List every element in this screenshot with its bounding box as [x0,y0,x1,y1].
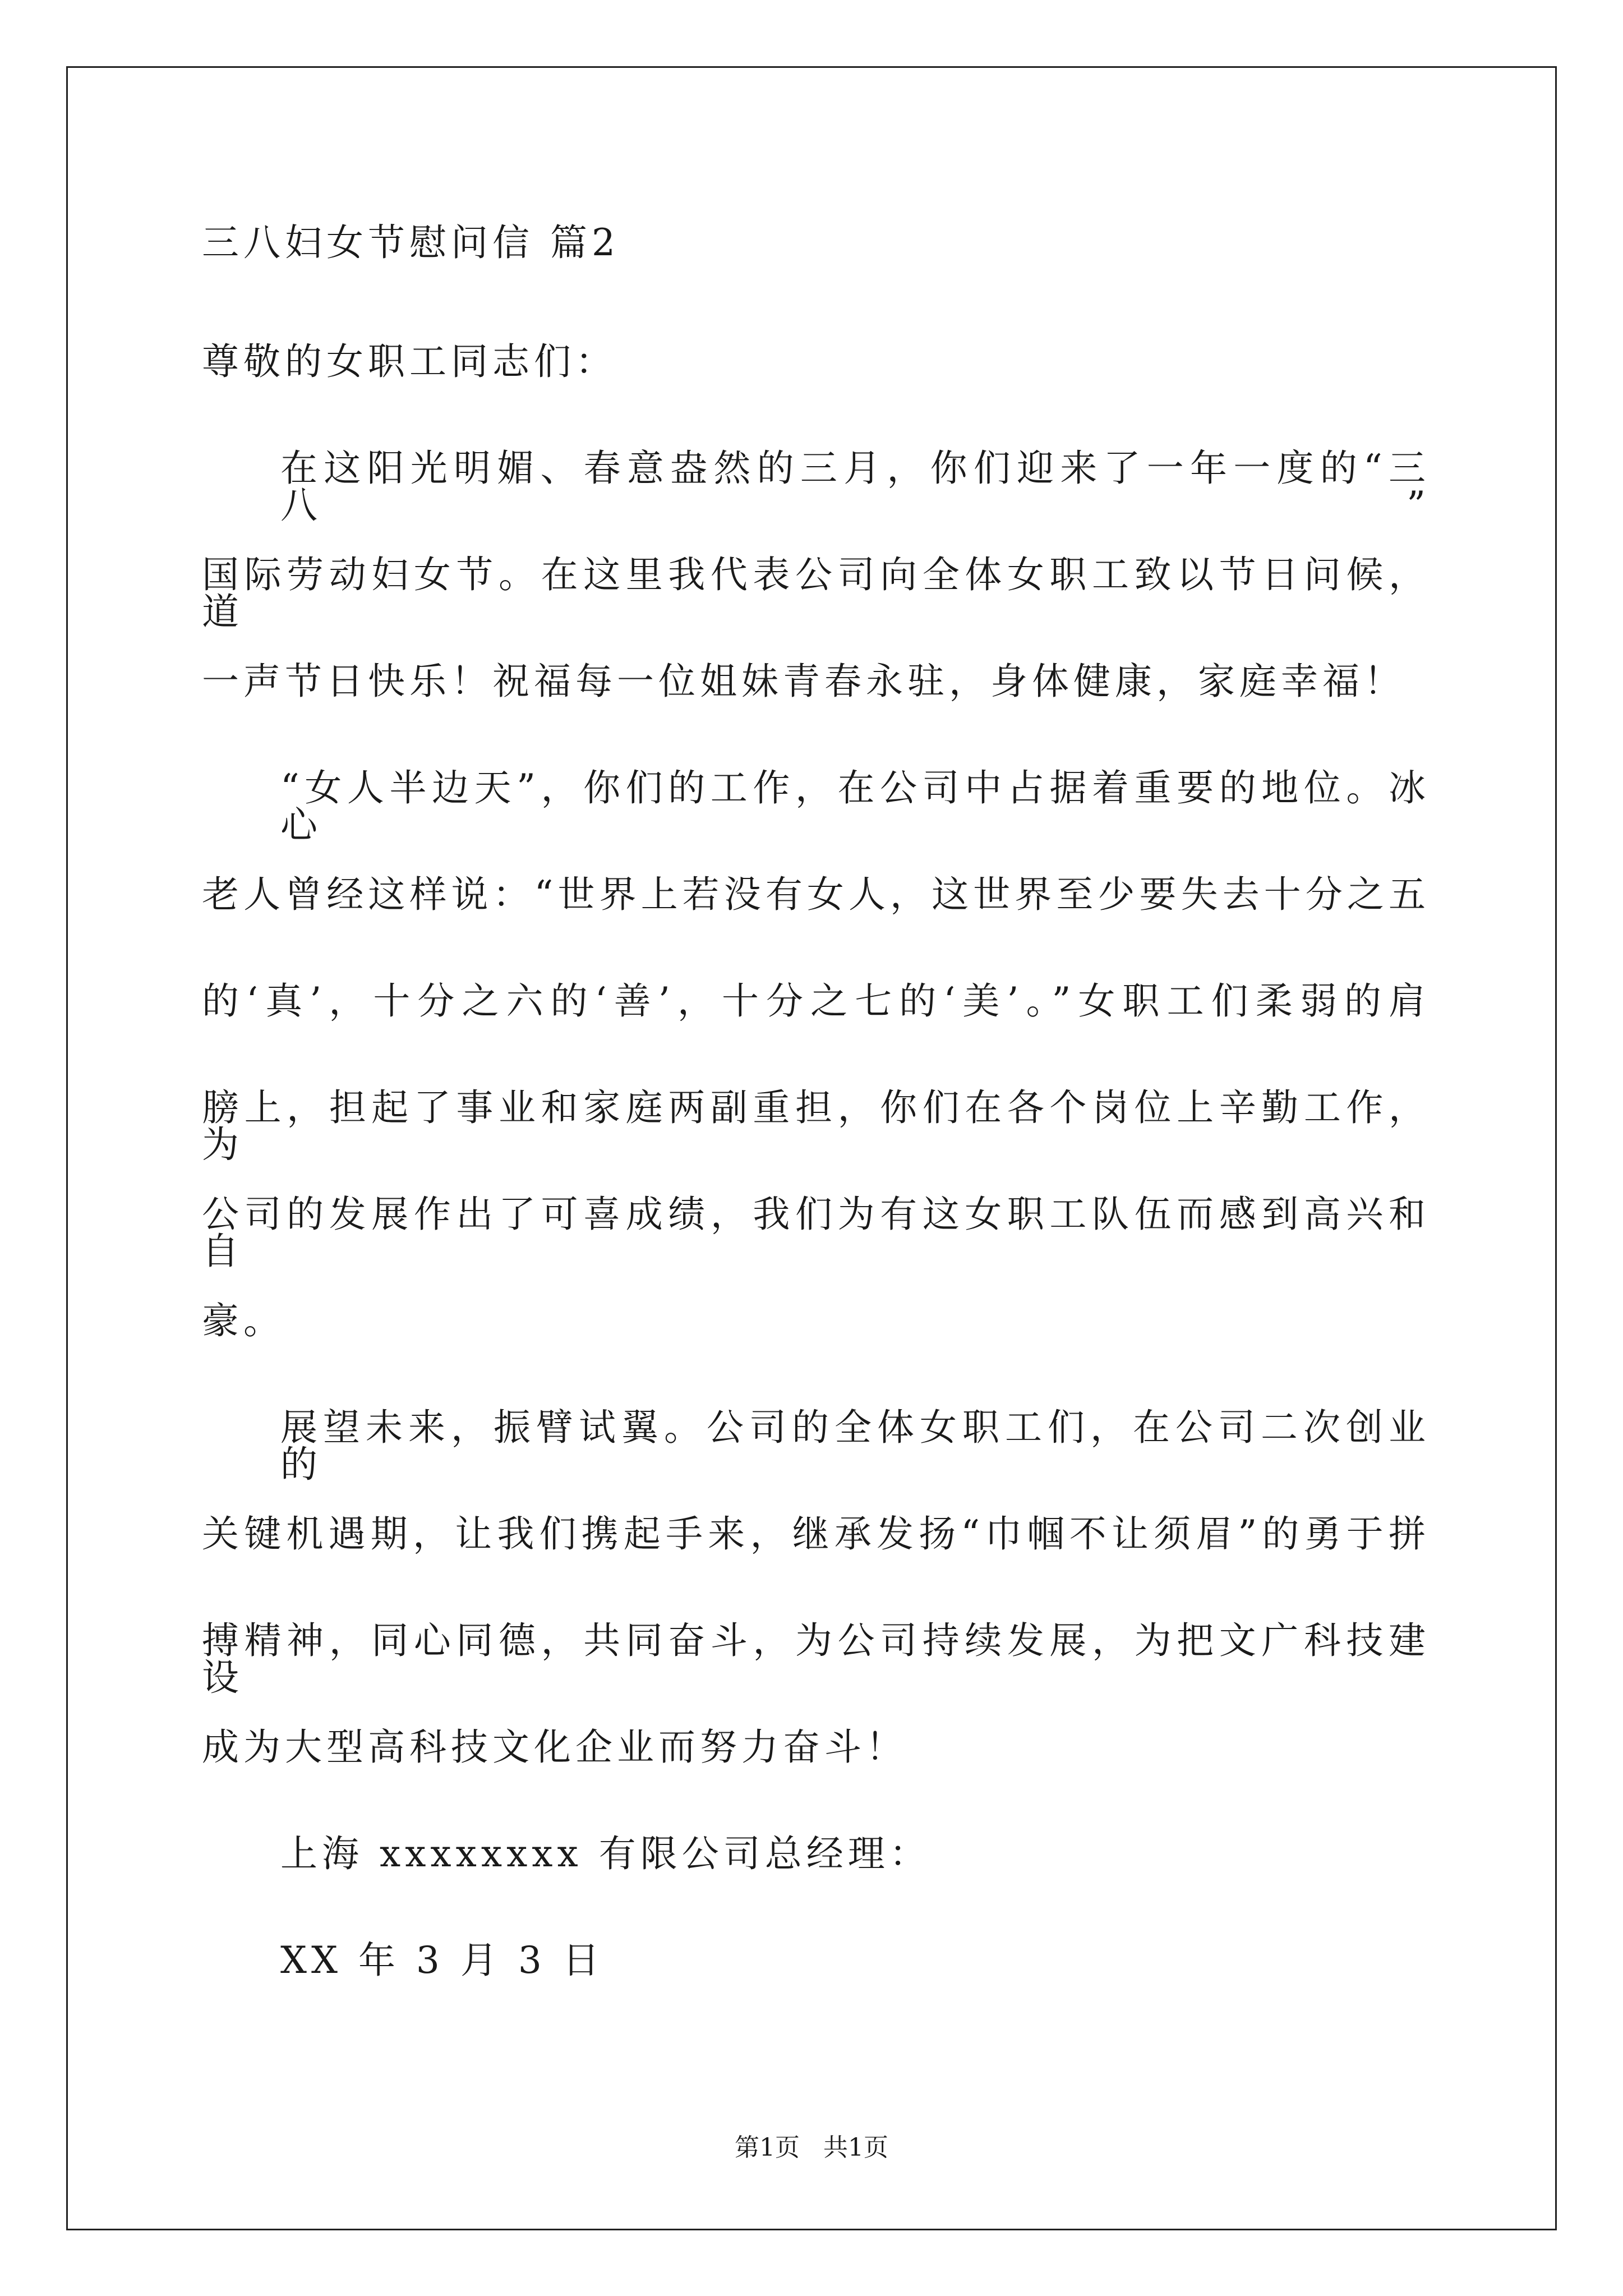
paragraph-1-line-2: 国际劳动妇女节。在这里我代表公司向全体女职工致以节日问候，道 [202,553,1430,633]
paragraph-3-line-4: 成为大型高科技文化企业而努力奋斗！ [202,1726,907,1769]
signature: 上海 xxxxxxxx 有限公司总经理： [280,1832,931,1875]
page-footer: 第1页 共1页 [735,2133,888,2162]
date: XX 年 3 月 3 日 [280,1939,604,1982]
paragraph-2-line-3: 的‘真’，十分之六的‘善’，十分之七的‘美’。”女职工们柔弱的肩 [202,979,1430,1023]
paragraph-3-line-2: 关键机遇期，让我们携起手来，继承发扬“巾帼不让须眉”的勇于拼 [202,1512,1430,1556]
paragraph-1-line-3: 一声节日快乐！祝福每一位姐妹青春永驻，身体健康，家庭幸福！ [202,660,1405,703]
paragraph-3-line-3: 搏精神，同心同德，共同奋斗，为公司持续发展，为把文广科技建设 [202,1619,1430,1699]
document-title: 三八妇女节慰问信 篇2 [202,221,620,264]
paragraph-3-line-1: 展望未来，振臂试翼。公司的全体女职工们，在公司二次创业的 [280,1406,1430,1486]
paragraph-2-line-5: 公司的发展作出了可喜成绩，我们为有这女职工队伍而感到高兴和自 [202,1193,1430,1273]
paragraph-2-line-1: “女人半边天”，你们的工作，在公司中占据着重要的地位。冰心 [280,766,1430,846]
greeting: 尊敬的女职工同志们： [202,340,617,383]
paragraph-2-line-4: 膀上，担起了事业和家庭两副重担，你们在各个岗位上辛勤工作，为 [202,1086,1430,1166]
paragraph-2-line-2: 老人曾经这样说：“世界上若没有女人，这世界至少要失去十分之五 [202,873,1430,916]
paragraph-2-line-6: 豪。 [202,1299,285,1342]
paragraph-1-line-1: 在这阳光明媚、春意盎然的三月，你们迎来了一年一度的“三八” [280,447,1430,527]
